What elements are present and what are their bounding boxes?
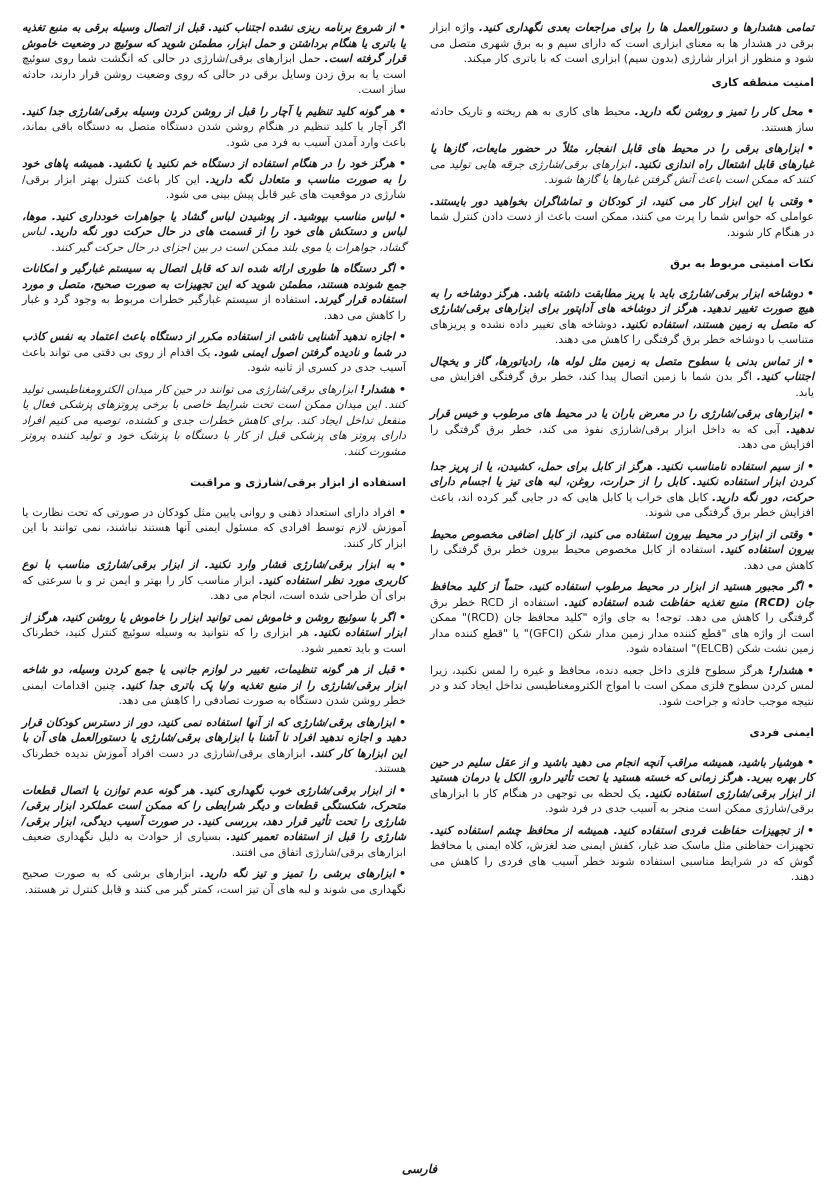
list-item: •اگر مجبور هستید از ابزار در محیط مرطوب استفاده کنید، حتماً از کلید محافظ جان (RCD) منبع تغذیه حفاظت شده استفاده کنید. استفاده از RCD خطر برق گرفتگی را کاهش می دهد. توجه! به جای واژه "کلید محافظ جان (RCD)" ممکن است از واژه های "قطع کننده مدار زمین مدار شکن (GFCI)" یا "قطع کننده مدار زمین نشت شکن (ELCB)" استفاده شود. bbox=[430, 580, 815, 655]
personal-safety-list-continued bbox=[22, 20, 406, 459]
personal-safety-heading: ایمنی فردی bbox=[749, 726, 814, 739]
list-item: •اگر دستگاه ها طوری ارائه شده اند که قابل اتصال به سیستم غبارگیر و امکانات جمع شونده هستند، مطمئن شوید که این تجهیزات به صورت صحیح، متصل و مورد استفاده قرار گیرند. استفاده از سیستم غبارگیر خطرات مربوط به وجود گرد و غبار را کاهش می دهد. bbox=[22, 262, 406, 322]
electrical-list bbox=[430, 286, 814, 710]
list-item: •دوشاخه ابزار برقی/شارژی باید با پریز مطابقت داشته باشد. هرگز دوشاخه را به هیچ صورت تغییر ندهید. هرگز از دوشاخه های آداپتور برای ابزارهای برقی/شارژی که متصل به زمین هستند، استفاده نکنید. دوشاخه های تغییر داده نشده و پریزهای متناسب با دوشاخه خطر برق گرفتگی را کاهش می دهند. bbox=[430, 286, 814, 346]
list-item: •لباس مناسب بپوشید. از پوشیدن لباس گشاد یا جواهرات خودداری کنید. موها، لباس و دستکش های خود را از قسمت های در حال حرکت دور نگه دارید. لباس گشاد، جواهرات یا موی بلند ممکن است در بین اجزای در حال حرکت گیر کنند. bbox=[22, 209, 407, 254]
left-column bbox=[22, 20, 406, 903]
list-item: •هر گونه کلید تنظیم یا آچار را قبل از روشن کردن وسیله برقی/شارژی جدا کنید. اگر آچار یا کلید تنظیم در هنگام روشن شدن دستگاه متصل به دستگاه باقی بماند، باعث وارد آمدن آسیب به فرد می شود. bbox=[22, 104, 406, 149]
list-item: •هوشیار باشید، همیشه مراقب آنچه انجام می دهید باشید و از عقل سلیم در حین کار بهره ببرید. هرگز زمانی که خسته هستید یا تحت تأثیر دارو، الکل یا درمان هستید از ابزار برقی/شارژی استفاده نکنید. یک لحظه بی توجهی در هنگام کار با ابزارهای برقی/شارژی ممکن است منجر به آسیب جدی در فرد شود. bbox=[430, 755, 814, 815]
list-item: •قبل از هر گونه تنظیمات، تغییر در لوازم جانبی یا جمع کردن وسیله، دو شاخه ابزار برقی/شارژی را از منبع تغذیه و/یا پک باتری جدا کنید. چنین اقدامات ایمنی خطر روشن شدن دستگاه به صورت تصادفی را کاهش می دهد. bbox=[22, 663, 406, 707]
list-item: •وقتی با این ابزار کار می کنید، از کودکان و تماشاگران بخواهید دور بایستند. عواملی که حواس شما را پرت می کنند، ممکن است باعث از دست دادن کنترل شما در هنگام کار شوند. bbox=[430, 194, 814, 239]
list-item: •ابزارهای برقی/شارژی که از آنها استفاده نمی کنید، دور از دسترس کودکان قرار دهید و اجازه ندهید افراد نا آشنا با ابزارهای برقی/شارژی یا دستورالعمل های آن با این ابزارها کار کنند. ابزارهای برقی/شارژی در دست افراد آموزش ندیده خطرناک هستند. bbox=[22, 715, 406, 775]
list-item: •اگر با سوئیچ روشن و خاموش نمی توانید ابزار را خاموش یا روشن کنید، هرگز از ابزار استفاده نکنید. هر ابزاری را که نتوانید به وسیله سوئیچ کنترل کنید، خطرناک است و باید تعمیر شود. bbox=[22, 610, 407, 655]
list-item: •ابزارهای برشی را تمیز و تیز نگه دارید. ابزارهای برشی که به صورت صحیح نگهداری می شوند و لبه های آن تیز است، کمتر گیر می کنند و قابل کنترل تر هستند. bbox=[22, 867, 406, 896]
intro-bold-text: تمامی هشدارها و دستورالعمل ها را برای مراجعات بعدی نگهداری کنید. bbox=[478, 21, 815, 34]
list-item: •از تجهیزات حفاظت فردی استفاده کنید. همیشه از محافظ چشم استفاده کنید. تجهیزات حفاظتی مثل ماسک ضد غبار، کفش ایمنی ضد لغزش، کلاه ایمنی یا محافظ گوش که در شرایط مناسبی استفاده شوند خطر آسیب های فردی را کاهش می دهند. bbox=[430, 823, 814, 883]
tool-use-list bbox=[22, 505, 406, 898]
workplace-safety-heading: امنیت منطقه کاری bbox=[711, 75, 814, 89]
list-item: •افراد دارای استعداد ذهنی و روانی پایین مثل کودکان در صورتی که تحت نظارت یا آموزش لازم توسط افرادی که مسئول ایمنی آنها هستند نباشند، نمی توانند با این ابزار کار کنند. bbox=[22, 505, 406, 550]
list-item: •هشدار! ابزارهای برقی/شارژی می توانند در حین کار میدان الکترومغناطیسی تولید کنند. این میدان ممکن است تحت شرایط خاصی با برخی پروتزهای پزشکی فعال یا منفعل تداخل ایجاد کند. برای کاهش خطرات جدی و کشنده، توصیه می کنیم افراد دارای پروتز های پزشکی قبل از کار با دستگاه با پزشک خود و تولید کننده پروتز مشورت کنند. bbox=[22, 382, 406, 458]
list-item: •به ابزار برقی/شارژی فشار وارد نکنید. از ابزار برقی/شارژی مناسب با نوع کاربری مورد نظر استفاده کنید. ابزار مناسب کار را بهتر و ایمن تر و با سرعتی که برای آن طراحی شده است، انجام می دهد. bbox=[22, 558, 406, 602]
list-item: •از ابزار برقی/شارژی خوب نگهداری کنید. هر گونه عدم توازن یا اتصال قطعات متحرک، شکستگی قطعات و دیگر شرایطی را که ممکن است عملکرد ابزار برقی/شارژی را تحت تأثیر قرار دهد، بررسی کنید. در صورت آسیب دیدگی، ابزار برقی/شارژی را قبل از استفاده تعمیر کنید. بسیاری از حوادث به دلیل نگهداری ضعیف ابزارهای برقی/شارژی اتفاق می افتند. bbox=[22, 783, 406, 859]
intro-paragraph bbox=[430, 20, 814, 67]
list-item: •از شروع برنامه ریزی نشده اجتناب کنید. قبل از اتصال وسیله برقی به منبع تغذیه یا باتری یا هنگام برداشتن و حمل ابزار، مطمئن شوید که سوئیچ در وضعیت خاموش قرار گرفته است. حمل ابزارهای برقی/شارژی در حالی که انگشت شما روی سوئیچ است یا به برق زدن وسایل برقی در حالی که روی وضعیت روشن قرار دارند، حادثه ساز است. bbox=[22, 21, 407, 96]
tool-use-heading: استفاده از ابزار برقی/شارژی و مراقبت bbox=[190, 476, 406, 489]
right-column bbox=[430, 20, 814, 891]
personal-list bbox=[430, 755, 814, 885]
list-item: •وقتی از ابزار در محیط بیرون استفاده می کنید، از کابل اضافی مخصوص محیط بیرون استفاده کنید. استفاده از کابل مخصوص محیط بیرون خطر برق گرفتگی را کاهش می دهد. bbox=[430, 527, 814, 572]
list-item: •هرگز خود را در هنگام استفاده از دستگاه خم نکنید یا نکشید. همیشه پاهای خود را به صورت مناسب و متعادل نگه دارید. این کار باعث کنترل بهتر ابزار برقی/شارژی در موقعیت های غیر قابل پیش بینی می شود. bbox=[22, 157, 406, 201]
list-item: •محل کار را تمیز و روشن نگه دارید. محیط های کاری به هم ریخته و تاریک حادثه ساز هستند. bbox=[430, 105, 814, 134]
language-footer-label: فارسی bbox=[401, 1162, 438, 1176]
list-item: •اجازه ندهید آشنایی ناشی از استفاده مکرر از دستگاه باعث اعتماد به نفس کاذب در شما و نادیده گرفتن اصول ایمنی شود. یک اقدام از روی بی دقتی می تواند باعث آسیب جدی در کسری از ثانیه شود. bbox=[22, 330, 406, 374]
list-item: •ابزارهای برقی/شارژی را در معرض باران یا در محیط های مرطوب و خیس قرار ندهید. آبی که به داخل ابزار برقی/شارژی نفوذ می کند، خطر برق گرفتگی را افزایش می دهد. bbox=[430, 407, 814, 451]
electrical-safety-heading: نکات امنیتی مربوط به برق bbox=[670, 257, 814, 270]
workplace-list bbox=[430, 104, 814, 240]
list-item: •از سیم استفاده نامناسب نکنید. هرگز از کابل برای حمل، کشیدن، یا از پریز جدا کردن ابزار استفاده نکنید. کابل را از حرارت، روغن، لبه های تیز یا اجسام دارای حرکت، دور نگه دارید. کابل های خراب یا کابل هایی که در جایی گیر کرده اند، باعث افزایش خطر برق گرفتگی می شوند. bbox=[430, 459, 814, 519]
list-item: •ابزارهای برقی را در محیط های قابل انفجار، مثلاً در حضور مایعات، گازها یا غبارهای قابل اشتعال راه اندازی نکنید. ابزارهای برقی/شارژی جرقه هایی تولید می کنند که ممکن است باعث آتش گرفتن غبارها یا گازها شوند. bbox=[430, 142, 815, 186]
intro-text: واژه ابزار برقی در هشدار ها به معنای ابزاری است که دارای سیم و به برق شهری متصل می شود و منظور از ابزار شارژی (بدون سیم) ابزاری است که با باتری کار میکند. bbox=[430, 21, 814, 65]
list-item: •هشدار! هرگز سطوح فلزی داخل جعبه دنده، محافظ و غیره را لمس نکنید، زیرا لمس کردن سطوح فلزی ممکن است با امواج الکترومغناطیسی تداخل ایجاد کند و در نتیجه موجب حادثه و جراحت شود. bbox=[430, 663, 815, 708]
list-item: •از تماس بدنی با سطوح متصل به زمین مثل لوله ها، رادیاتورها، گاز و یخچال اجتناب کنید. اگر بدن شما با زمین اتصال پیدا کند، خطر برق گرفتگی افزایش می یابد. bbox=[430, 354, 814, 399]
